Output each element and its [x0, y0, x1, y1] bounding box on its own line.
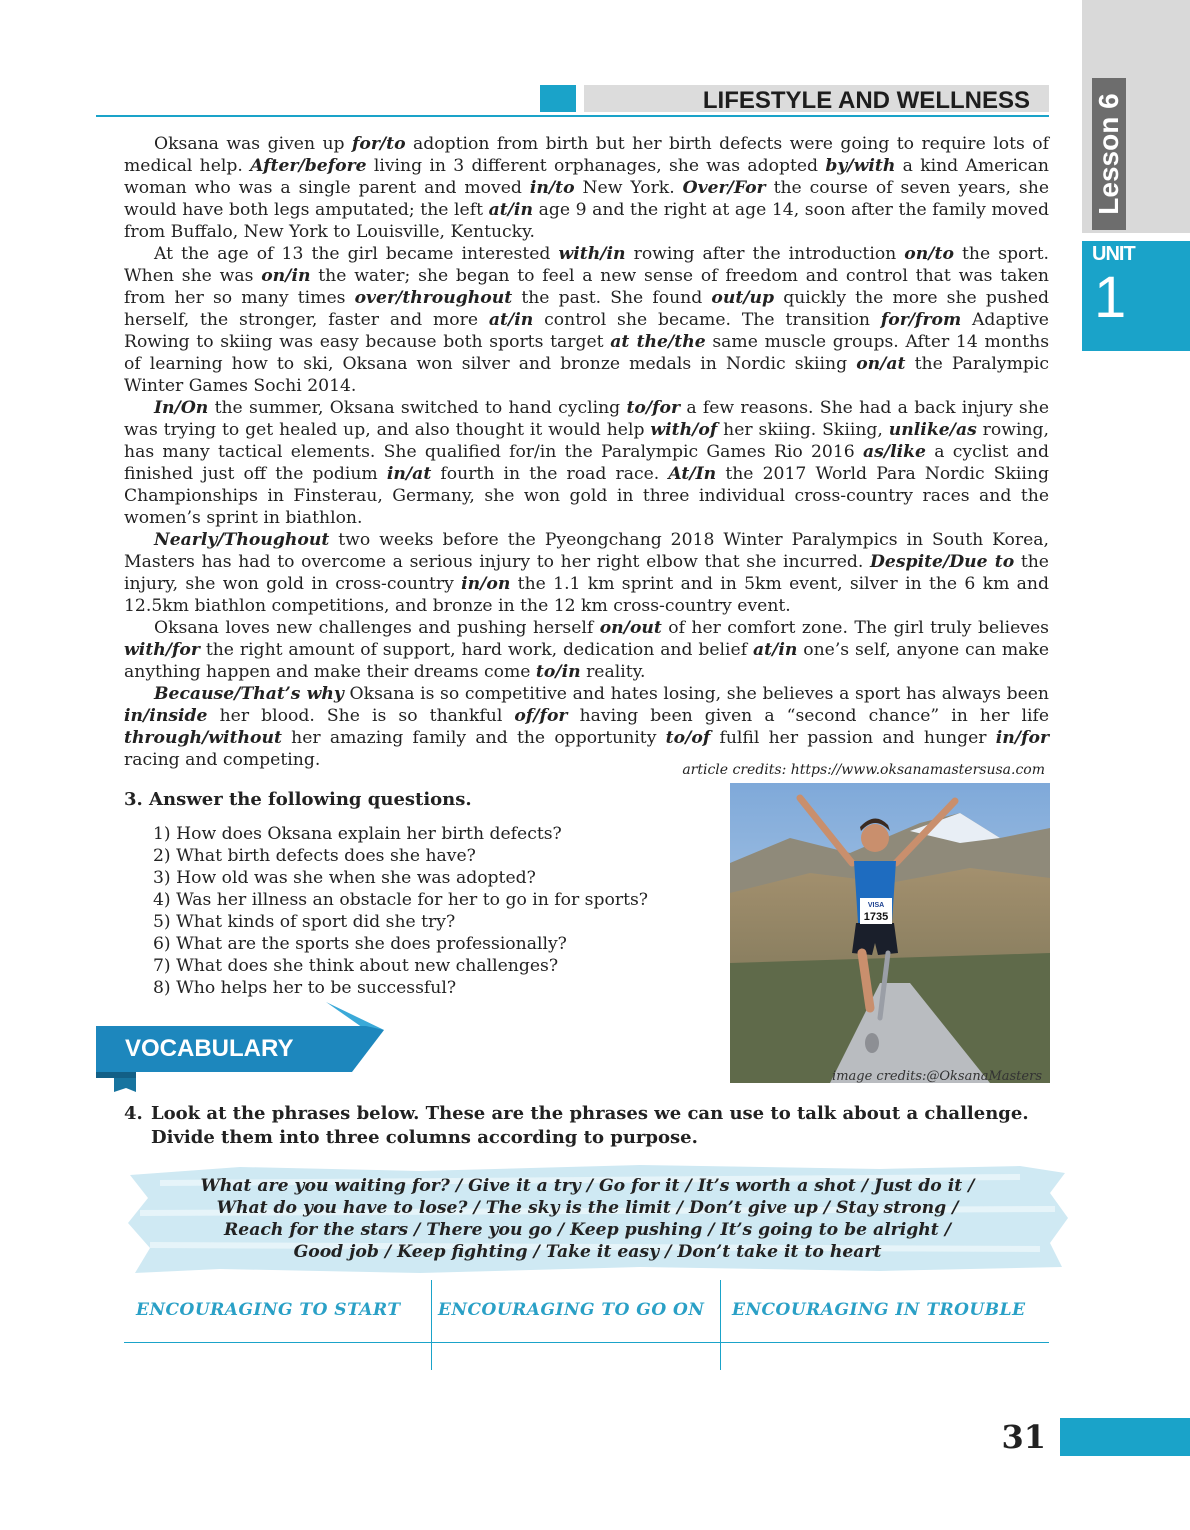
article-text-run: control she became. The transition — [533, 310, 881, 330]
article-text-run: Oksana is so competitive and hates losing, she believes a sport has always been — [343, 684, 1049, 704]
answer-choice: with/in — [558, 244, 626, 264]
answer-choice: at/in — [752, 640, 798, 660]
task-4-instructions — [124, 1102, 1049, 1150]
answer-choice: by/with — [825, 156, 896, 176]
page-number: 31 — [1001, 1418, 1046, 1456]
question-item: 7) What does she think about new challenges? — [153, 956, 559, 976]
header-rule — [96, 115, 1049, 117]
answer-choice: unlike/as — [888, 420, 977, 440]
article-text-run: having been given a “second chance” in her life — [567, 706, 1050, 726]
section-title: LIFESTYLE AND WELLNESS — [702, 87, 1030, 114]
phrase-line: What do you have to lose? / The sky is the limit / Don’t give up / Stay strong / — [216, 1198, 959, 1218]
article-text-run: the sport. When she was — [124, 244, 1049, 286]
column-divider — [720, 1280, 721, 1370]
phrase-line: Reach for the stars / There you go / Keep pushing / It’s going to be alright / — [224, 1220, 951, 1240]
question-item: 8) Who helps her to be successful? — [153, 978, 457, 998]
article-text-run: fourth in the road race. — [431, 464, 669, 484]
phrase-line: What are you waiting for? / Give it a try / Go for it / It’s worth a shot / Just do it / — [200, 1176, 975, 1196]
article-text-run: the course of seven years, she would have both legs amputated; the left — [124, 178, 1049, 220]
article-text — [124, 133, 1049, 771]
answer-choice: After/before — [250, 156, 367, 176]
article-text-run: Oksana was given up — [154, 134, 352, 154]
question-item: 6) What are the sports she does professionally? — [153, 934, 567, 954]
answer-choice: Because/That’s why — [154, 684, 344, 704]
answer-choice: with/of — [650, 420, 718, 440]
article-text-run: two weeks before the Pyeongchang 2018 Winter Paralympics in South Korea, Masters has had to overcome a serious injury to her right elbow that she incurred. — [124, 530, 1049, 572]
answer-choice: to/for — [626, 398, 681, 418]
answer-choice: at/in — [488, 310, 534, 330]
article-text-run: New York. — [574, 178, 683, 198]
page-number-bar — [1060, 1418, 1190, 1456]
article-text-run: the Paralympic Winter Games Sochi 2014. — [124, 354, 1049, 396]
answer-choice: on/in — [261, 266, 311, 286]
article-text-run: the 1.1 km sprint and in 5km event, silver in the 6 km and 12.5km biathlon competitions, and bronze in the 12 km cross-country event. — [124, 574, 1049, 616]
image-credit: image credits:@OksanaMasters — [832, 1069, 1042, 1084]
answer-choice: In/On — [154, 398, 209, 418]
article-text-run: At the age of 13 the girl became interested — [154, 244, 559, 264]
article-text-run: the injury, she won gold in cross-country — [124, 552, 1049, 594]
answer-choice: out/up — [711, 288, 775, 308]
bib-number: 1735 — [863, 911, 889, 923]
phrases-box — [130, 1175, 1045, 1263]
article-paragraph — [124, 397, 1049, 529]
answer-choice: At/In — [668, 464, 717, 484]
questions-heading: 3. Answer the following questions. — [124, 789, 472, 810]
task-number: 4. — [124, 1103, 143, 1124]
column-divider — [431, 1280, 432, 1370]
answer-choice: on/out — [599, 618, 662, 638]
column-header-trouble: ENCOURAGING IN TROUBLE — [732, 1300, 1026, 1320]
article-text-run: living in 3 different orphanages, she was adopted — [366, 156, 826, 176]
article-text-run: a cyclist and finished just off the podium — [124, 442, 1050, 484]
answer-choice: in/to — [529, 178, 575, 198]
answer-choice: Over/For — [682, 178, 766, 198]
column-header-go-on: ENCOURAGING TO GO ON — [438, 1300, 705, 1320]
bib-brand: VISA — [867, 902, 885, 909]
column-header-start: ENCOURAGING TO START — [136, 1300, 401, 1320]
answer-choice: Nearly/Thoughout — [154, 530, 330, 550]
column-rule — [124, 1342, 1049, 1343]
task-line-1: Look at the phrases below. These are the phrases we can use to talk about a challenge. — [151, 1103, 1029, 1124]
article-text-run: reality. — [580, 662, 646, 682]
article-text-run: adoption from birth but her birth defects were going to require lots of medical help. — [124, 134, 1049, 176]
answer-choice: to/of — [665, 728, 711, 748]
answer-choice: of/for — [514, 706, 568, 726]
article-text-run: rowing after the introduction — [625, 244, 905, 264]
vocabulary-label: VOCABULARY — [125, 1035, 294, 1062]
article-text-run: the past. She found — [512, 288, 712, 308]
athlete-photo — [730, 783, 1050, 1083]
answer-choice: at the/the — [610, 332, 706, 352]
article-text-run: a kind American woman who was a single parent and moved — [124, 156, 1049, 198]
article-text-run: her skiing. Skiing, — [717, 420, 889, 440]
article-text-run: a few reasons. She had a back injury she was trying to get healed up, and also thought it would help — [124, 398, 1049, 440]
article-text-run: of her comfort zone. The girl truly believes — [661, 618, 1049, 638]
answer-choice: as/like — [862, 442, 926, 462]
columns-table — [124, 1280, 1049, 1370]
answer-choice: over/throughout — [354, 288, 513, 308]
article-text-run: her blood. She is so thankful — [207, 706, 515, 726]
question-item: 1) How does Oksana explain her birth defects? — [153, 824, 562, 844]
unit-tab — [1082, 241, 1190, 351]
article-text-run: racing and competing. — [124, 750, 321, 770]
article-text-run: age 9 and the right at age 14, soon after the family moved from Buffalo, New York to Louisville, Kentucky. — [124, 200, 1049, 242]
question-item: 4) Was her illness an obstacle for her to go in for sports? — [153, 890, 649, 910]
answer-choice: through/without — [124, 728, 282, 748]
answer-choice: in/at — [386, 464, 432, 484]
answer-choice: in/on — [461, 574, 511, 594]
article-paragraph — [124, 133, 1049, 243]
answer-choice: to/in — [535, 662, 581, 682]
question-item: 3) How old was she when she was adopted? — [153, 868, 536, 888]
article-text-run: one’s self, anyone can make anything happen and make their dreams come — [124, 640, 1049, 682]
article-text-run: the summer, Oksana switched to hand cycling — [208, 398, 627, 418]
answer-choice: for/from — [880, 310, 962, 330]
questions-list — [153, 823, 648, 999]
answer-choice: with/for — [124, 640, 200, 660]
article-paragraph — [124, 683, 1049, 771]
header-accent-square — [540, 85, 576, 112]
article-text-run: the 2017 World Para Nordic Skiing Championships in Finsterau, Germany, she won gold in three individual cross-country races and the women’s sprint in biathlon. — [124, 464, 1049, 528]
article-text-run: the water; she began to feel a new sense of freedom and control that was taken from her so many times — [124, 266, 1049, 308]
lesson-label: Lesson 6 — [1093, 93, 1124, 215]
answer-choice: on/at — [856, 354, 906, 374]
article-text-run: Adaptive Rowing to skiing was easy because both sports target — [124, 310, 1049, 352]
lesson-tab — [1092, 78, 1126, 230]
answer-choice: in/inside — [124, 706, 208, 726]
article-paragraph — [124, 529, 1049, 617]
article-text-run: her amazing family and the opportunity — [281, 728, 666, 748]
task-line-2: Divide them into three columns according to purpose. — [151, 1127, 698, 1148]
answer-choice: Despite/Due to — [870, 552, 1015, 572]
question-item: 2) What birth defects does she have? — [153, 846, 476, 866]
article-paragraph — [124, 617, 1049, 683]
article-text-run: Oksana loves new challenges and pushing herself — [154, 618, 600, 638]
article-paragraph — [124, 243, 1049, 397]
answer-choice: at/in — [488, 200, 533, 220]
article-text-run: rowing, has many tactical elements. She qualified for/in the Paralympic Games Rio 2016 — [124, 420, 1049, 462]
answer-choice: on/to — [904, 244, 954, 264]
article-credit: article credits: https://www.oksanamastersusa.com — [682, 762, 1045, 778]
article-text-run: fulfil her passion and hunger — [710, 728, 996, 748]
article-text-run: quickly the more she pushed herself, the stronger, faster and more — [124, 288, 1049, 330]
article-text-run: the right amount of support, hard work, dedication and belief — [199, 640, 753, 660]
unit-number: 1 — [1094, 265, 1127, 330]
question-item: 5) What kinds of sport did she try? — [153, 912, 456, 932]
answer-choice: in/for — [995, 728, 1049, 748]
phrase-line: Good job / Keep fighting / Take it easy / Don’t take it to heart — [293, 1242, 882, 1262]
unit-label: UNIT — [1092, 243, 1135, 265]
answer-choice: for/to — [351, 134, 406, 154]
article-text-run: same muscle groups. After 14 months of learning how to ski, Oksana won silver and bronze medals in Nordic skiing — [124, 332, 1050, 374]
